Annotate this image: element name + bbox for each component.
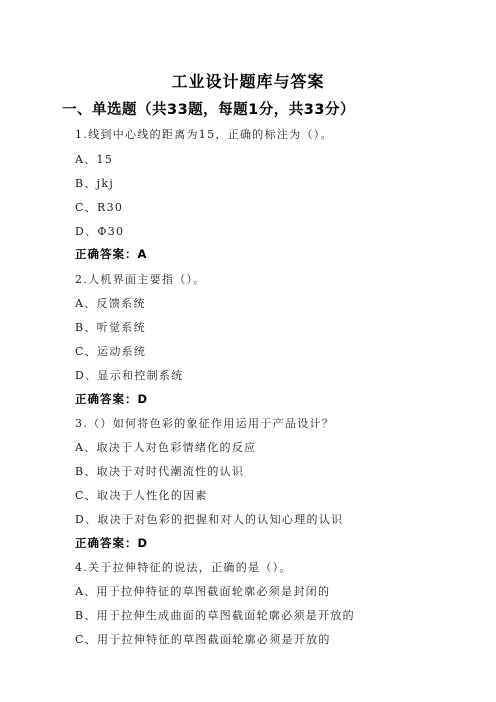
- answer-label: 正确答案：D: [75, 536, 149, 550]
- option-d: D、显示和控制系统: [75, 369, 184, 382]
- option-c: C、用于拉伸特征的草图截面轮廓必须是开放的: [75, 633, 331, 646]
- option-a: A、用于拉伸特征的草图截面轮廓必须是封闭的: [75, 585, 331, 598]
- option-a: A、取决于人对色彩情绪化的反应: [75, 441, 257, 454]
- question-stem: 1.线到中心线的距离为15，正确的标注为（）。: [75, 128, 333, 141]
- document-title: 工业设计题库与答案: [171, 72, 325, 91]
- option-d: D、取决于对色彩的把握和对人的认知心理的认识: [75, 513, 344, 526]
- question-stem: 4.关于拉伸特征的说法，正确的是（）。: [75, 561, 292, 574]
- option-a: A、反馈系统: [75, 297, 146, 310]
- option-c: C、运动系统: [75, 345, 147, 358]
- option-b: B、用于拉伸生成曲面的草图截面轮廓必须是开放的: [75, 609, 355, 622]
- option-c: C、R30: [75, 201, 124, 214]
- question-stem: 2.人机界面主要指（）。: [75, 273, 206, 286]
- option-d: D、Φ30: [75, 225, 125, 238]
- answer-label: 正确答案：D: [75, 392, 149, 406]
- option-c: C、取决于人性化的因素: [75, 489, 208, 502]
- option-b: B、听觉系统: [75, 321, 146, 334]
- option-b: B、取决于对时代潮流性的认识: [75, 465, 245, 478]
- option-b: B、jkj: [75, 177, 115, 190]
- answer-label: 正确答案：A: [75, 247, 148, 261]
- question-stem: 3.（）如何将色彩的象征作用运用于产品设计？: [75, 417, 335, 430]
- section-heading: 一、单选题（共33题，每题1分，共33分）: [62, 102, 355, 118]
- option-a: A、15: [75, 153, 114, 166]
